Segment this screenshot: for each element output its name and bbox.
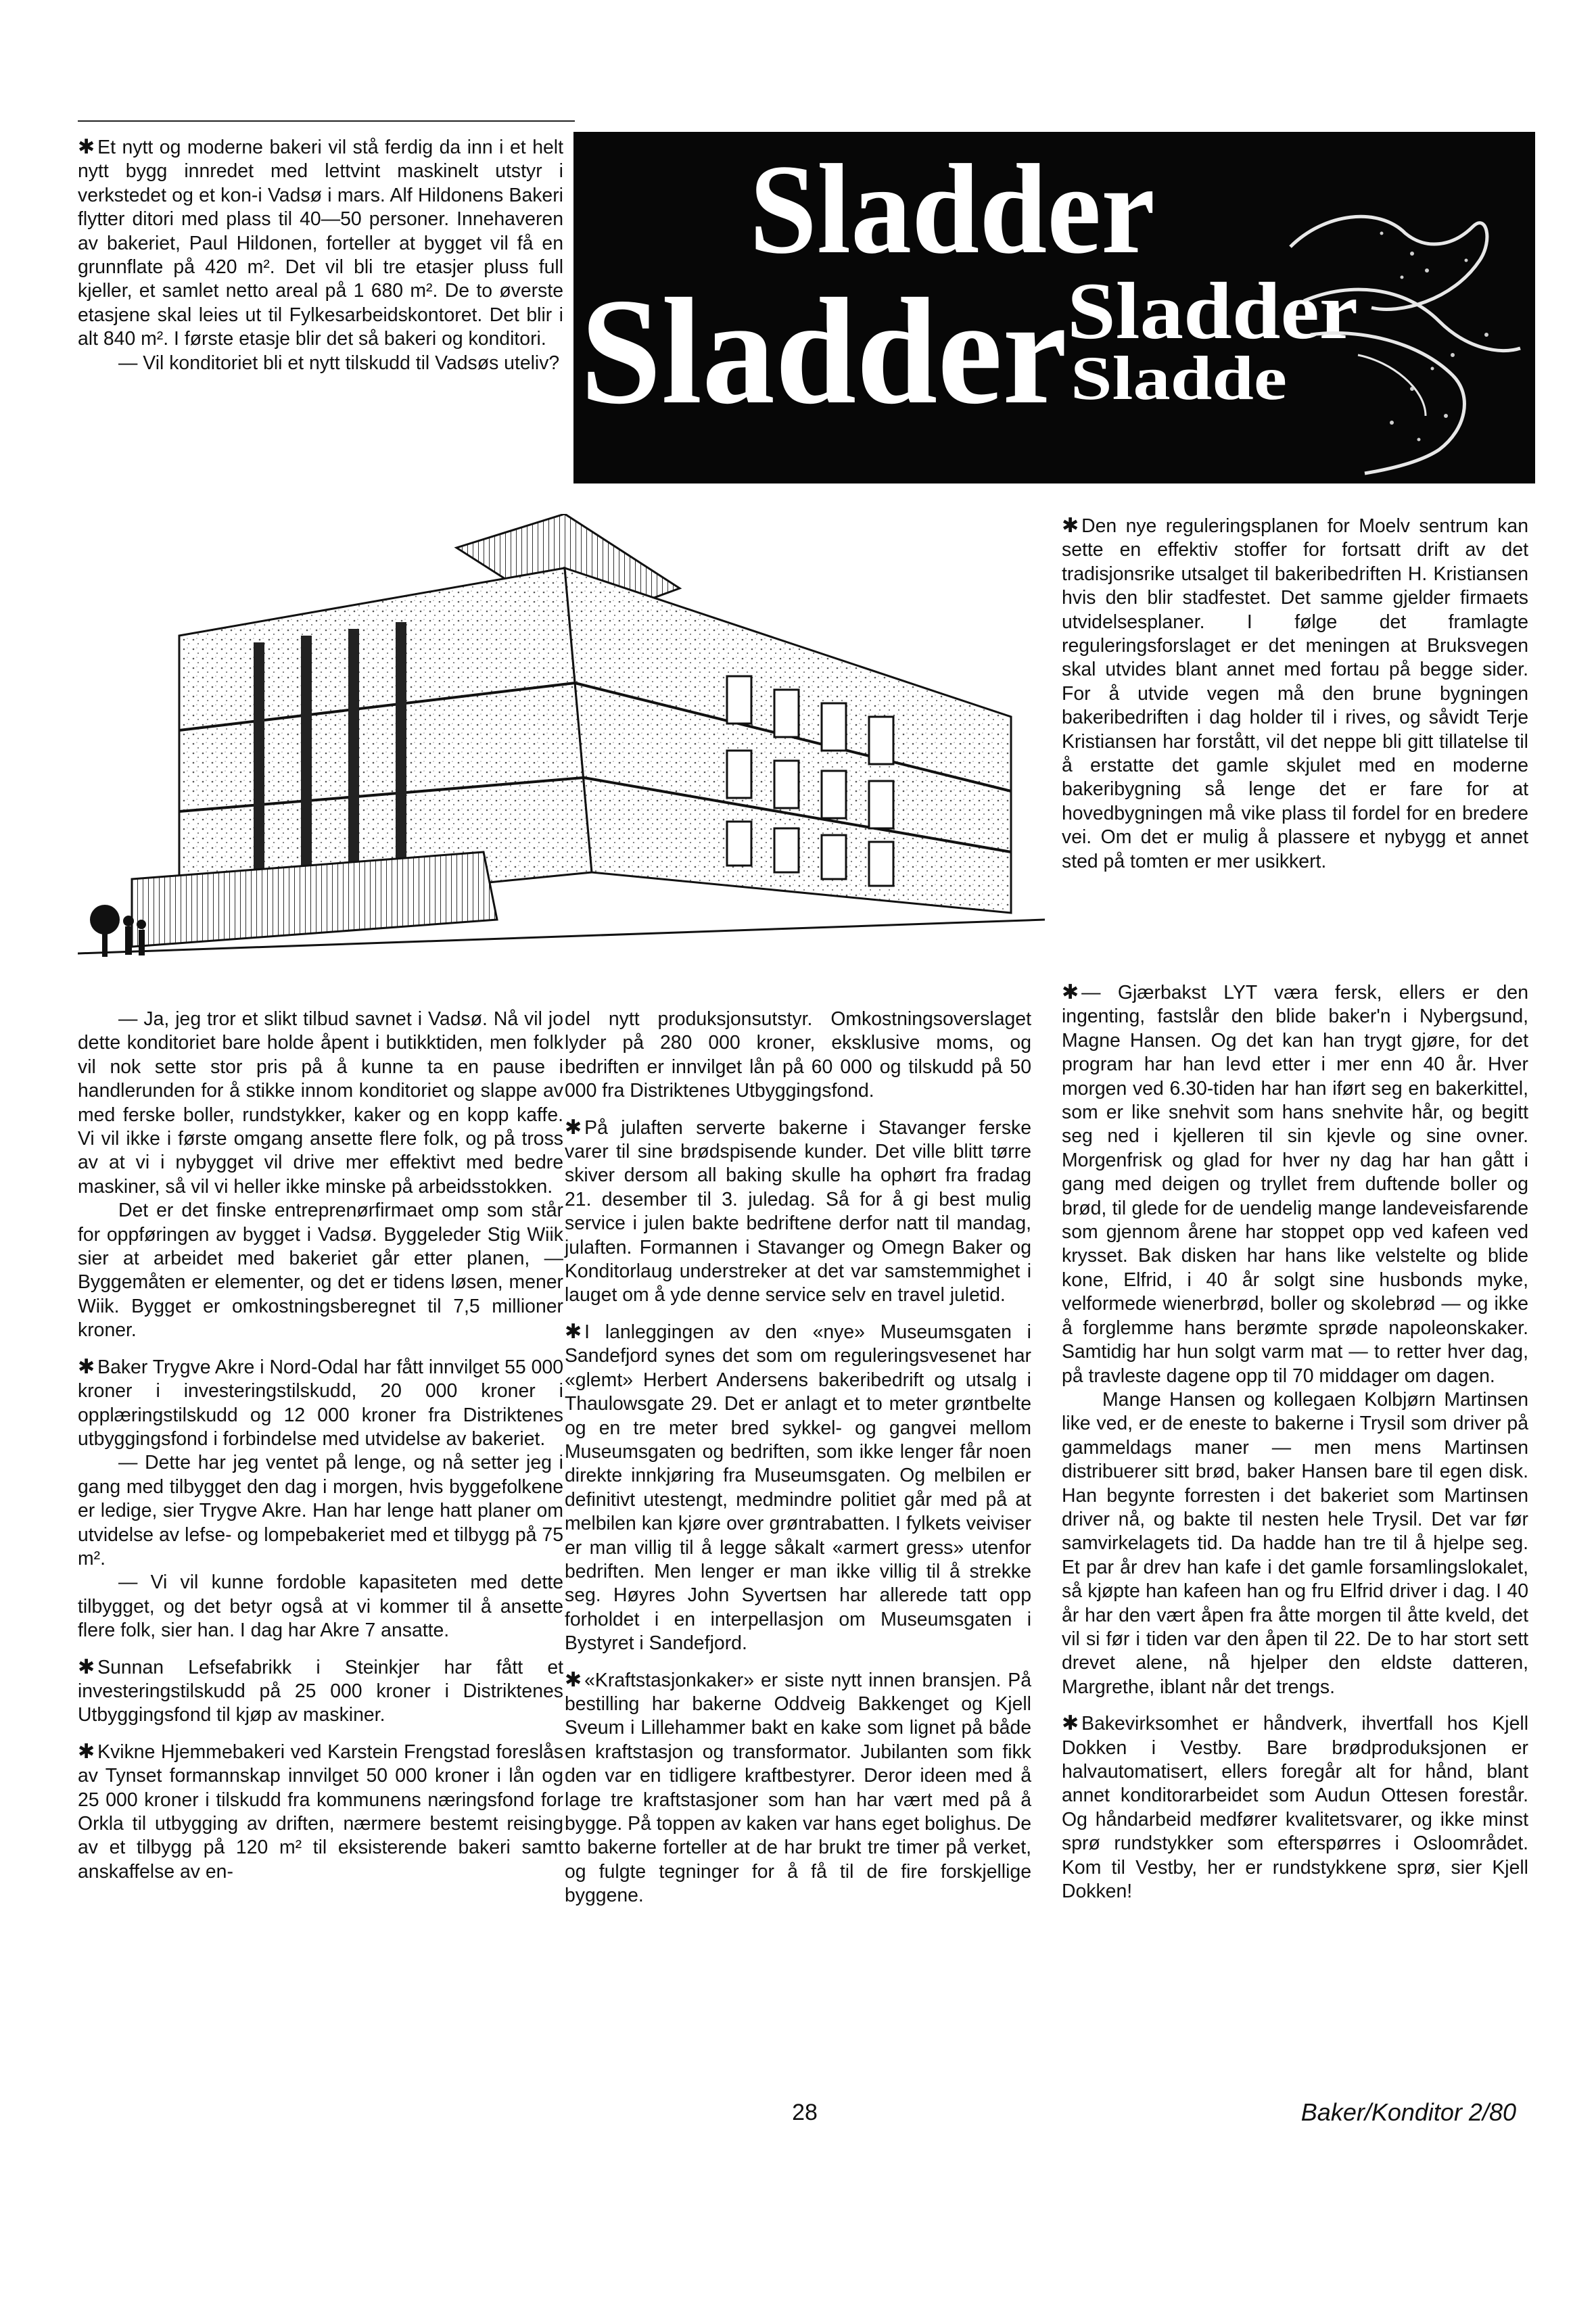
article-stavanger: ✱ På julaften serverte bakerne i Stavanger ferske varer til sine brødspisende kunder. Det ville blitt tørre skiver dersom all baking skulle ha ophørt fra fradag 21. desember til 3. juledag. Så for å gi best mulig service i julen bakte bedriftene derfor natt til mandag, julaften. Formannen i Stavanger og Omegn Baker og Konditorlaug understreker at det var samstemmighet i lauget om å yde denne service selv en travel juletid. xyxy=(565,1116,1031,1306)
column-middle xyxy=(565,1008,1031,1908)
banner-word-1: Sladder xyxy=(749,139,1155,281)
article-vadso-answer: — Ja, jeg tror et slikt tilbud savnet i Vadsø. Nå vil jo dette konditoriet bare holde åpent i butikktiden, men folk vil nok sette stor pris på å kunne ta en pause i handlerunden for å stikke innom konditoriet og slappe av med ferske boller, rundstykker, kaker og en kopp kaffe. Vi vil ikke i første omgang ansette flere folk, og på tross av at vi i nybygget vil drive mer effektivt med bedre maskiner, så vil vi heller ikke minske på arbeidsstokken. xyxy=(78,1008,563,1198)
asterisk-icon: ✱ xyxy=(78,136,95,158)
article-sunnan: ✱ Sunnan Lefsefabrikk i Steinkjer har fått et investeringstilskudd på 25 000 kroner i Distriktenes Utbyggingsfond til kjøp av maskiner. xyxy=(78,1655,563,1726)
article-nybergsund: ✱ — Gjærbakst LYT væra fersk, ellers er den ingenting, fastslår den blide baker'n i Nybergsund, Magne Hansen. Og det kan han trygt gjøre, for det program har han levd etter i mer enn 40 år. Hver morgen ved 6.30-tiden har han iført seg en bakerkittel, som er like snehvit som hans snehvite hår, og begitt seg ned i kjelleren til sin kjevle og sine ovner. Morgenfrisk og glad for hver ny dag har han gått i gang med deigen og tryllet frem duftende boller og brød, til glede for de uendelig mange landeveisfarende som gjennom årene har stoppet opp ved kafeen ved krysset. Bak disken har hans like velstelte og blide kone, Elfrid, i 40 år solgt sine husbonds myke, velformede wienerbrød, boller og skolebrød — og ikke å forglemme hans berømte sprøde napoleonskaker. Samtidig har hun solgt varm mat — to retter hver dag, på travleste dagene opp til 70 middager om dagen. xyxy=(1062,981,1528,1387)
article-vadso-body: ✱ Et nytt og moderne bakeri vil stå ferdig da inn i et helt nytt bygg innredet med lettvint maskinelt utstyr i verkstedet og et kon-i Vadsø i mars. Alf Hildonens Bakeri flytter ditori med plass til 40—50 personer. Innehaveren av bakeriet, Paul Hildonen, forteller at bygget vil få en grunnflate på 420 m². Det vil bli tre etasjer pluss full kjeller, et samlet netto areal på 1 680 m². De to øverste etasjene skal leies ut til Fylkesarbeidskontoret. Det blir i alt 840 m². I første etasje blir det så bakeri og konditori. xyxy=(78,136,563,350)
column-left xyxy=(78,1008,563,1884)
bakery-building-illustration xyxy=(78,514,1045,980)
article-vadso-question: — Vil konditoriet bli et nytt tilskudd til Vadsøs uteliv? xyxy=(118,352,560,374)
asterisk-icon: ✱ xyxy=(78,1655,95,1678)
article-moelv xyxy=(1062,514,1528,874)
article-akre-quote-2: — Vi vil kunne fordoble kapasiteten med dette tilbygget, og det betyr også at vi kommer til å ansette flere folk, sier han. I dag har Akre 7 ansatte. xyxy=(78,1571,563,1642)
asterisk-icon: ✱ xyxy=(565,1668,582,1691)
asterisk-icon: ✱ xyxy=(565,1320,582,1343)
column-right xyxy=(1062,980,1528,1904)
article-akre-quote: — Dette har jeg ventet på lenge, og nå setter jeg i gang med tilbygget den dag i morgen, hvis byggefolkene er ledige, sier Trygve Akre. Han har lenge hatt planer om utvidelse av lefse- og lompebakeriet med et tilbygg på 75 m². xyxy=(78,1452,563,1569)
article-akre: ✱ Baker Trygve Akre i Nord-Odal har fått innvilget 55 000 kroner i investeringstilskudd, 20 000 kroner i opplæringstilskudd og 12 000 kroner fra Distriktenes utbyggingsfond i forbindelse med utvidelse av bakeriet. xyxy=(78,1355,563,1450)
article-kvikne-cont: del nytt produksjonsutstyr. Omkostningsoverslaget lyder på 280 000 kroner, eksklusive moms, og bedriften er innvilget lån på 60 000 og tilskudd på 50 000 fra Distriktenes Utbyggingsfond. xyxy=(565,1008,1031,1102)
article-vadso-contractor: Det er det finske entreprenørfirmaet omp som står for oppføringen av bygget i Vadsø. Byggeleder Stig Wiik sier at arbeidet med bakeriet går etter planen, — Byggemåten er elementer, og det er tidens løsen, mener Wiik. Bygget er omkostningsberegnet til 7,5 millioner kroner. xyxy=(78,1200,563,1342)
sladder-banner xyxy=(573,132,1535,483)
asterisk-icon: ✱ xyxy=(1062,515,1079,537)
article-trysil: Mange Hansen og kollegaen Kolbjørn Martinsen like ved, er de eneste to bakerne i Trysil som driver på gammeldags maner — men mens Martinsen distribuerer sitt brød, baker Hansen bare til egen disk. Han begynte forresten i det bakeriet som Martinsen driver nå, og bakte til nesten hele Trysil. Det var før samvirkelagets tid. Da hadde han tre til å hjelpe seg. Et par år drev han kafe i det gamle forsamlingslokalet, så kjøpte han kafeen han og fru Elfrid driver i dag. I 40 år har den vært åpen fra åtte morgen til åtte kveld, det vil si før i tiden var den åpen til 22. De to har stort sett drevet alene, nå hjelper den eldste datteren, Margrethe, iblant når det trengs. xyxy=(1062,1388,1528,1698)
banner-word-2: Sladder xyxy=(580,266,1067,435)
asterisk-icon: ✱ xyxy=(565,1116,582,1139)
sladder-artwork xyxy=(573,132,1535,483)
asterisk-icon: ✱ xyxy=(78,1740,95,1763)
article-kraftstasjon: ✱ «Kraftstasjonkaker» er siste nytt innen bransjen. På bestilling har bakerne Oddveig Bakkenget og Kjell Sveum i Lillehammer bakt en kake som lignet på både en kraftstasjon og transformator. Jubilanten som fikk den var en tidligere kraftbestyrer. Deror ideen med å lage tre kraftstasjoner som han har vært med på å bygge. På toppen av kaken var hans eget bolighus. De to bakerne forteller at de har brukt tre timer på verket, og fulgte tegninger for å få til de fire forskjellige byggene. xyxy=(565,1668,1031,1907)
lips-stipple xyxy=(1380,232,1489,442)
article-vestby: ✱ Bakevirksomhet er håndverk, ihvertfall hos Kjell Dokken i Vestby. Bare brødproduksjonen er halvautomatisert, ellers foregår alt for hånd, blant annet konditorarbeidet som Audun Ottesen forestår. Og håndarbeid medfører kvalitetsvarer, og ikke minst sprø rundstykker som efterspørres i Osloområdet. Kom til Vestby, her er rundstykkene sprø, sier Kjell Dokken! xyxy=(1062,1712,1528,1903)
banner-word-4: Sladde xyxy=(1071,344,1287,412)
article-kvikne: ✱ Kvikne Hjemmebakeri ved Karstein Frengstad foreslås av Tynset formannskap innvilget 50 000 kroner i lån og 25 000 kroner i tilskudd fra kommunens næringsfond for Orkla til utbygging av driften, nærmere bestemt reising av et tilbygg på 120 m² til eksisterende bakeri samt anskaffelse av en- xyxy=(78,1740,563,1883)
article-sandefjord: ✱ I lanleggingen av den «nye» Museumsgaten i Sandefjord synes det som om reguleringsvesenet har «glemt» Herbert Andersens bakeribedrift og utsalg i Thaulowsgate 29. Det er anlagt et to meter grøntbelte og en tre meter bred sykkel- og gangvei mellom Museumsgaten og bedriften, som ikke lenger får noen direkte innkjøring fra Museumsgaten. Og melbilen er definitivt utestengt, medmindre politiet går med på at melbilen kan kjøre over grøntrabatten. I fylkets veiviser er man villig til å legge såkalt «armert gress» utenfor bedriften. Men lenger er man ikke villig til å strekke seg. Høyres John Syvertsen har allerede tatt opp forholdet i en interpellasjon om Museumsgaten i Bystyret i Sandefjord. xyxy=(565,1320,1031,1655)
banner-word-3: Sladder xyxy=(1067,266,1358,356)
asterisk-icon: ✱ xyxy=(78,1355,95,1378)
asterisk-icon: ✱ xyxy=(1062,981,1079,1003)
page-number: 28 xyxy=(792,2100,818,2125)
article-moelv-body: ✱ Den nye reguleringsplanen for Moelv sentrum kan sette en effektiv stoffer for fortsatt drift av det tradisjonsrike utsalget til bakeribedriften H. Kristiansen hvis den blir stadfestet. Det samme gjelder firmaets utvidelsesplaner. I følge det framlagte reguleringsforslaget er det meningen at Bruksvegen skal utvides blant annet med fortau på begge sider. For å utvide vegen må den brune bygningen bakeribedriften i dag holder til i rives, og såvidt Terje Kristiansen har forstått, vil det neppe bli gitt tillatelse til å erstatte det gamle skjulet med en moderne bakeribygning så lenge det er fare for at hovedbygningen må vike plass til fordel for en bredere vei. Om det er mulig å plassere et nybygg et annet sted på tomten er mer usikkert. xyxy=(1062,515,1528,872)
magazine-issue: Baker/Konditor 2/80 xyxy=(1300,2098,1516,2126)
article-vadso xyxy=(78,135,563,375)
top-rule xyxy=(78,120,575,122)
asterisk-icon: ✱ xyxy=(1062,1712,1079,1735)
